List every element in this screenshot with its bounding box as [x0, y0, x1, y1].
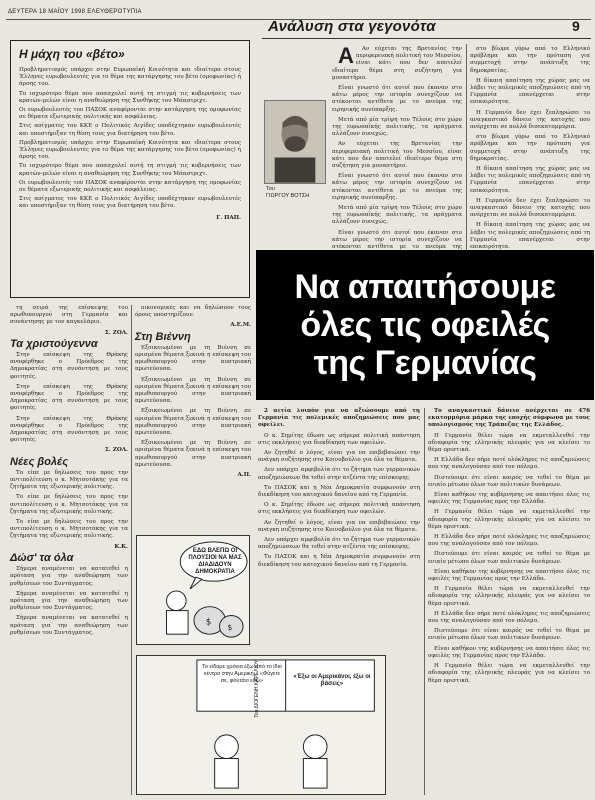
- cartoon-speech-right: «Έξω οι Αμερικάνοι, έξω οι βάσεις»: [293, 674, 371, 687]
- column-paragraph: Το είπε με δηλώσεις του προς την αντιπολίτευση ο κ. Μητσοτάκης για τα ζητήματα της εξωτερικής πολιτικής.: [10, 469, 128, 491]
- cartoon-money-bags: [136, 535, 250, 645]
- column-paragraph: Σήμερα αναμένεται να κατατεθεί η πρόταση για την αναθεώρηση των ρυθμίσεων του Συντάγματος.: [10, 615, 128, 636]
- column-continuation: [392, 660, 420, 795]
- box-paragraph: Οι ευρωβουλευτές του ΠΑΣΟΚ αναφέρονται στην κατάργηση της ομοφωνίας σε θέματα εξωτερικής πολιτικής και ασφάλειας.: [19, 179, 241, 194]
- column-paragraph: Είναι καθήκον της κυβέρνησης να απαιτήσει όλες τις οφειλές της Γερμανίας προς την Ελλάδα.: [428, 568, 590, 583]
- author-label: Του: [266, 186, 275, 192]
- box-body: [19, 67, 241, 211]
- column-signature: Σ. ΖΟΛ.: [104, 447, 128, 454]
- article-paragraph: Είναι γνωστό ότι αυτοί που έκαναν στο κάτω μέρος την ιστορία συνεχίζουν να στέκονται αντίθετα με το πνεύμα της ειρηνικής συνύπαρξης.: [332, 85, 462, 113]
- article-paragraph: Η Γερμανία δεν έχει ξεπληρώσει το αναγκαστικό δάνειο της κατοχής που ανέρχεται σε πολλά δισεκατομμύρια.: [470, 197, 590, 219]
- column-paragraph: Πιστεύουμε ότι είναι καιρός να τεθεί το θέμα με ενιαίο μέτωπο όλων των πολιτικών δυνάμεων.: [428, 551, 590, 565]
- column-signature: Α.Ε.Μ.: [230, 322, 251, 329]
- column-paragraph: Πιστεύουμε ότι είναι καιρός να τεθεί το θέμα με ενιαίο μέτωπο όλων των πολιτικών δυνάμεων.: [428, 628, 590, 642]
- column-paragraph: Στην επίσκεψη της Θράκης αναφέρθηκε ο Πρόεδρος της Δημοκρατίας στη συνάντηση με τους φοιτητές.: [10, 352, 128, 380]
- author-caption: [266, 186, 309, 200]
- column-paragraph: Στην επίσκεψη της Θράκης αναφέρθηκε ο Πρόεδρος της Δημοκρατίας στη συνάντηση με τους φοιτητές.: [10, 383, 128, 412]
- column-divider: [424, 408, 425, 795]
- column-paragraph: Είναι καθήκον της κυβέρνησης να απαιτήσει όλες τις οφειλές της Γερμανίας προς την Ελλάδα.: [428, 492, 590, 506]
- column-lower-middle: [135, 305, 251, 530]
- article-column-top-b: [470, 46, 590, 251]
- box-signature: Γ. ΠΑΠ.: [216, 214, 241, 221]
- author-photo: [264, 100, 326, 184]
- column-lower-right-a: [258, 408, 420, 653]
- article-paragraph: Μετά από μία τρίψη του Τέλους στο χώρο της ευρωπαϊκής πολιτικής, τα πράγματα αλλάζουν συνεχώς.: [332, 116, 462, 138]
- article-paragraph: Η δίκαιη απαίτηση της χώρας μας να λάβει τις πολεμικές αποζημιώσεις από τη Γερμανία επανέρχεται στην επικαιρότητα.: [470, 77, 590, 106]
- page-number: 9: [572, 18, 580, 34]
- column-heading: Δώσ' τα όλα: [10, 551, 74, 564]
- svg-text:$: $: [205, 617, 212, 628]
- column-paragraph: Το είπε με δηλώσεις του προς την αντιπολίτευση ο κ. Μητσοτάκης για τα ζητήματα της εξωτερικής πολιτικής.: [10, 519, 128, 540]
- column-paragraph: Το ΠΑΣΟΚ και η Νέα Δημοκρατία συμφωνούν στη διεκδίκηση του κατοχικού δανείου από τη Γερμανία.: [258, 484, 420, 499]
- portrait-image: [265, 101, 325, 183]
- box-paragraph: Προβληματισμός υπάρχει στην Ευρωπαϊκή Κοινότητα και ιδιαίτερα στους Έλληνες ευρωβουλευτές για το θέμα της κατάργησης του βέτο (ομοφωνίας) ή άρσης του.: [19, 67, 241, 88]
- article-column-top-a: [332, 43, 462, 251]
- column-paragraph: Το αναγκαστικό δάνειο ανέρχεται σε 476 εκατομμύρια μάρκα της εποχής σύμφωνα με τους υπολογισμούς της Τράπεζας της Ελλάδος.: [428, 408, 590, 429]
- column-paragraph: Σήμερα αναμένεται να κατατεθεί η πρόταση για την αναθεώρηση των ρυθμίσεων του Συντάγματος.: [10, 566, 128, 587]
- column-heading: Νέες βολές: [10, 455, 69, 468]
- column-paragraph: Δεν υπάρχει αμφιβολία ότι το ζήτημα των γερμανικών αποζημιώσεων θα τεθεί στην ατζέντα της επίσκεψης.: [258, 467, 420, 481]
- column-divider: [466, 44, 467, 250]
- box-paragraph: Στις ασίγματες του ΚΚΕ ο Πολιτικός Αιγίδες υποδέχτηκαν ευρωβουλευτές και υποστήριξαν τη θέση τους για διατήρηση του βέτο.: [19, 196, 241, 210]
- column-paragraph: Πιστεύουμε ότι είναι καιρός να τεθεί το θέμα με ενιαίο μέτωπο όλων των πολιτικών δυνάμεων.: [428, 474, 590, 488]
- column-paragraph: Το είπε με δηλώσεις του προς την αντιπολίτευση ο κ. Μητσοτάκης για τα ζητήματα της εξωτερικής πολιτικής.: [10, 494, 128, 515]
- box-paragraph: Οι ευρωβουλευτές του ΠΑΣΟΚ αναφέρονται στην κατάργηση της ομοφωνίας σε θέματα εξωτερικής πολιτικής και ασφάλειας.: [19, 107, 241, 121]
- article-paragraph: Αν εύχεται της Βρετανίας την περιφερειακή πολιτική του Μεσσίου, είναι κάτι που δεν αποτελεί ιδιαίτερο θέμα στη συζήτηση για μοναστήριο.: [332, 141, 462, 170]
- column-paragraph: Δεν υπάρχει αμφιβολία ότι το ζήτημα των γερμανικών αποζημιώσεων θα τεθεί στην ατζέντα της επίσκεψης.: [258, 537, 420, 551]
- box-title: Η μάχη του «βέτο»: [19, 47, 125, 61]
- article-paragraph: στο βίωμα γύρω από το Ελληνικό πρόβλημα και την πρόταση για συμμετοχή στην ανάπτυξη της δημοκρατίας.: [470, 134, 590, 162]
- header-date: ΔΕΥΤΕΡΑ 18 ΜΑΪΟΥ 1998 ΕΛΕΥΘΕΡΟΤΥΠΙΑ: [8, 9, 142, 15]
- column-paragraph: Η Γερμανία θέλει τώρα να εκμεταλλευθεί την αδιαφορία της ελληνικής πλευράς για να κλείσει το θέμα οριστικά.: [428, 586, 590, 607]
- column-signature: K.K.: [114, 543, 128, 550]
- column-paragraph: Το ΠΑΣΟΚ και η Νέα Δημοκρατία συμφωνούν στη διεκδίκηση του κατοχικού δανείου από τη Γερμανία.: [258, 554, 420, 568]
- box-paragraph: Το ισχυρότερο θέμα που απασχολεί αυτή τη στιγμή τις κυβερνήσεις των κρατών-μελών είναι η αναθεώρηση της Συνθήκης του Μάαστριχτ.: [19, 163, 241, 177]
- column-paragraph: Στην επίσκεψη της Θράκης αναφέρθηκε ο Πρόεδρος της Δημοκρατίας στη συνάντηση με τους φοιτητές.: [10, 415, 128, 444]
- article-paragraph: Α Αν εύχεται της Βρετανίας την περιφερειακή πολιτική του Μεσσίου, είναι κάτι που δεν αποτελεί ιδιαίτερο θέμα στη συζήτηση για μοναστήριο.: [332, 43, 462, 81]
- column-paragraph: Ο κ. Σημίτης έδωσε ως σήμερα πολιτική απάντηση στις εκκλήσεις για διεκδίκηση των οφειλών.: [258, 432, 420, 446]
- cartoon-credit: Του ΔΙΟΓΕΝΗ ΚΑΡΕΛΙΟΥ: [254, 660, 260, 718]
- column-paragraph: Η Ελλάδα δεν πήρε ποτέ ολόκληρες τις αποζημιώσεις που της αναλογούσαν από τον πόλεμο.: [428, 457, 590, 471]
- column-lower-right-b: [428, 408, 590, 795]
- column-divider: [131, 305, 132, 795]
- column-paragraph: Η Γερμανία θέλει τώρα να εκμεταλλευθεί την αδιαφορία της ελληνικής πλευράς για να κλείσει το θέμα οριστικά.: [428, 432, 590, 454]
- box-paragraph: Στις ασίγματες του ΚΚΕ ο Πολιτικός Αιγίδες υποδέχτηκαν ευρωβουλευτές και υποστήριξαν τη θέση τους για διατήρηση του βέτο.: [19, 123, 241, 137]
- article-paragraph: Η Γερμανία δεν έχει ξεπληρώσει το αναγκαστικό δάνειο της κατοχής που ανέρχεται σε πολλά δισεκατομμύρια.: [470, 109, 590, 131]
- cartoon-speech-left: Το είδαμε χρόνια έξω από το ίδιο κέντρο στην Αμερική... «Φύγετε σε, φουτάνι εδώ»: [202, 664, 282, 684]
- article-paragraph: στο βίωμα γύρω από το Ελληνικό πρόβλημα και την πρόταση για συμμετοχή στην ανάπτυξη της δημοκρατίας.: [470, 46, 590, 74]
- left-opinion-box: [10, 40, 250, 298]
- box-paragraph: Προβληματισμός υπάρχει στην Ευρωπαϊκή Κοινότητα και ιδιαίτερα στους Έλληνες ευρωβουλευτές για το θέμα της κατάργησης του βέτο (ομοφωνίας) ή άρσης του.: [19, 139, 241, 161]
- column-paragraph: Εξοικειωμένοι με τη Βιέννη σε ορισμένα θέματα ξεκινά η επίσκεψη του πρωθυπουργού στην αυστριακή πρωτεύουσα.: [135, 408, 251, 437]
- column-lower-left: [10, 305, 128, 795]
- column-paragraph: Σήμερα αναμένεται να κατατεθεί η πρόταση για την αναθεώρηση των ρυθμίσεων του Συντάγματος.: [10, 590, 128, 612]
- column-signature: Σ. ΖΟΛ.: [104, 329, 128, 336]
- column-paragraph: Είναι καθήκον της κυβέρνησης να απαιτήσει όλες τις οφειλές της Γερμανίας προς την Ελλάδα.: [428, 645, 590, 659]
- headline-line: της Γερμανίας: [313, 344, 537, 382]
- headline-line: όλες τις οφειλές: [300, 306, 550, 344]
- article-paragraph: Η δίκαιη απαίτηση της χώρας μας να λάβει τις πολεμικές αποζημιώσεις από τη Γερμανία επανέρχεται στην επικαιρότητα.: [470, 222, 590, 251]
- headline-line: Να απαιτήσουμε: [294, 268, 556, 306]
- column-paragraph: τη σειρά της επίσκεψης του πρωθυπουργού στη Γερμανία και συνάντησης με τον καγκελάριο.: [10, 305, 128, 326]
- article-paragraph: Είναι γνωστό ότι αυτοί που έκαναν στο κάτω μέρος την ιστορία συνεχίζουν να στέκονται αντίθετα με το πνεύμα της ειρηνικής συνύπαρξης.: [332, 173, 462, 201]
- column-paragraph: Η Γερμανία θέλει τώρα να εκμεταλλευθεί την αδιαφορία της ελληνικής πλευράς για να κλείσει το θέμα οριστικά.: [428, 509, 590, 530]
- box-paragraph: Το ισχυρότερο θέμα που απασχολεί αυτή τη στιγμή τις κυβερνήσεις των κρατών-μελών είναι η αναθεώρηση της Συνθήκης του Μάαστριχτ.: [19, 90, 241, 104]
- main-headline: [256, 250, 594, 400]
- article-paragraph: Είναι γνωστό ότι αυτοί που έκαναν στο κάτω μέρος την ιστορία συνεχίζουν να στέκονται αντίθετα με το πνεύμα της: [332, 229, 462, 251]
- article-paragraph: Μετά από μία τρίψη του Τέλους στο χώρο της ευρωπαϊκής πολιτικής, τα πράγματα αλλάζουν συνεχώς.: [332, 205, 462, 226]
- cartoon-speech-bubble: ΕΔΩ ΒΛΕΠΩ ΟΙ ΠΛΟΥΣΙΟΙ ΝΑ ΜΑΣ ΔΙΑΔΙΔΟΥΝ ΔΗΜΟΚΡΑΤΙΑ: [188, 548, 242, 575]
- column-heading: Στη Βιέννη: [135, 330, 191, 343]
- svg-text:$: $: [227, 623, 233, 633]
- column-paragraph: Εξοικειωμένοι με τη Βιέννη σε ορισμένα θέματα ξεκινά η επίσκεψη του πρωθυπουργού στην αυστριακή πρωτεύουσα.: [135, 440, 251, 468]
- column-paragraph: 2 αιτία λοιπόν για να αξιώσουμε από τη Γερμανία τις πολεμικές αποζημιώσεις που μας οφείλει.: [258, 408, 420, 429]
- section-rule: [262, 38, 591, 39]
- column-signature: Α.Π.: [237, 472, 251, 479]
- column-paragraph: Αν ζητηθεί ο λόγος, είναι για να επιβεβαιώσει την ανάγκη συζήτησης στο Κοινοβούλιο για όλα τα θέματα.: [258, 519, 420, 533]
- column-paragraph: Η Ελλάδα δεν πήρε ποτέ ολόκληρες τις αποζημιώσεις που της αναλογούσαν από τον πόλεμο.: [428, 534, 590, 548]
- drop-cap: Α: [338, 43, 354, 68]
- column-heading: Τα χριστούγεννα: [10, 337, 98, 350]
- column-paragraph: Ο κ. Σημίτης έδωσε ως σήμερα πολιτική απάντηση στις εκκλήσεις για διεκδίκηση των οφειλών.: [258, 502, 420, 516]
- column-paragraph: οικονομικές και να δηλώσουν τους όρους υποστηρίζουν.: [135, 305, 251, 319]
- column-paragraph: Εξοικειωμένοι με τη Βιέννη σε ορισμένα θέματα ξεκινά η επίσκεψη του πρωθυπουργού στην αυστριακή πρωτεύουσα.: [135, 344, 251, 373]
- column-paragraph: Αν ζητηθεί ο λόγος, είναι για να επιβεβαιώσει την ανάγκη συζήτησης στο Κοινοβούλιο για όλα τα θέματα.: [258, 450, 420, 464]
- section-title: Ανάλυση στα γεγονότα: [268, 18, 436, 35]
- article-paragraph: Η δίκαιη απαίτηση της χώρας μας να λάβει τις πολεμικές αποζημιώσεις από τη Γερμανία επανέρχεται στην επικαιρότητα.: [470, 166, 590, 194]
- column-paragraph: Η Γερμανία θέλει τώρα να εκμεταλλευθεί την αδιαφορία της ελληνικής πλευράς για να κλείσει το θέμα οριστικά.: [428, 663, 590, 684]
- column-paragraph: Εξοικειωμένοι με τη Βιέννη σε ορισμένα θέματα ξεκινά η επίσκεψη του πρωθυπουργού στην αυστριακή πρωτεύουσα.: [135, 376, 251, 405]
- column-paragraph: Η Ελλάδα δεν πήρε ποτέ ολόκληρες τις αποζημιώσεις που της αναλογούσαν από τον πόλεμο.: [428, 610, 590, 625]
- author-name: ΓΙΩΡΓΟΥ ΒΟΤΣΗ: [266, 193, 310, 199]
